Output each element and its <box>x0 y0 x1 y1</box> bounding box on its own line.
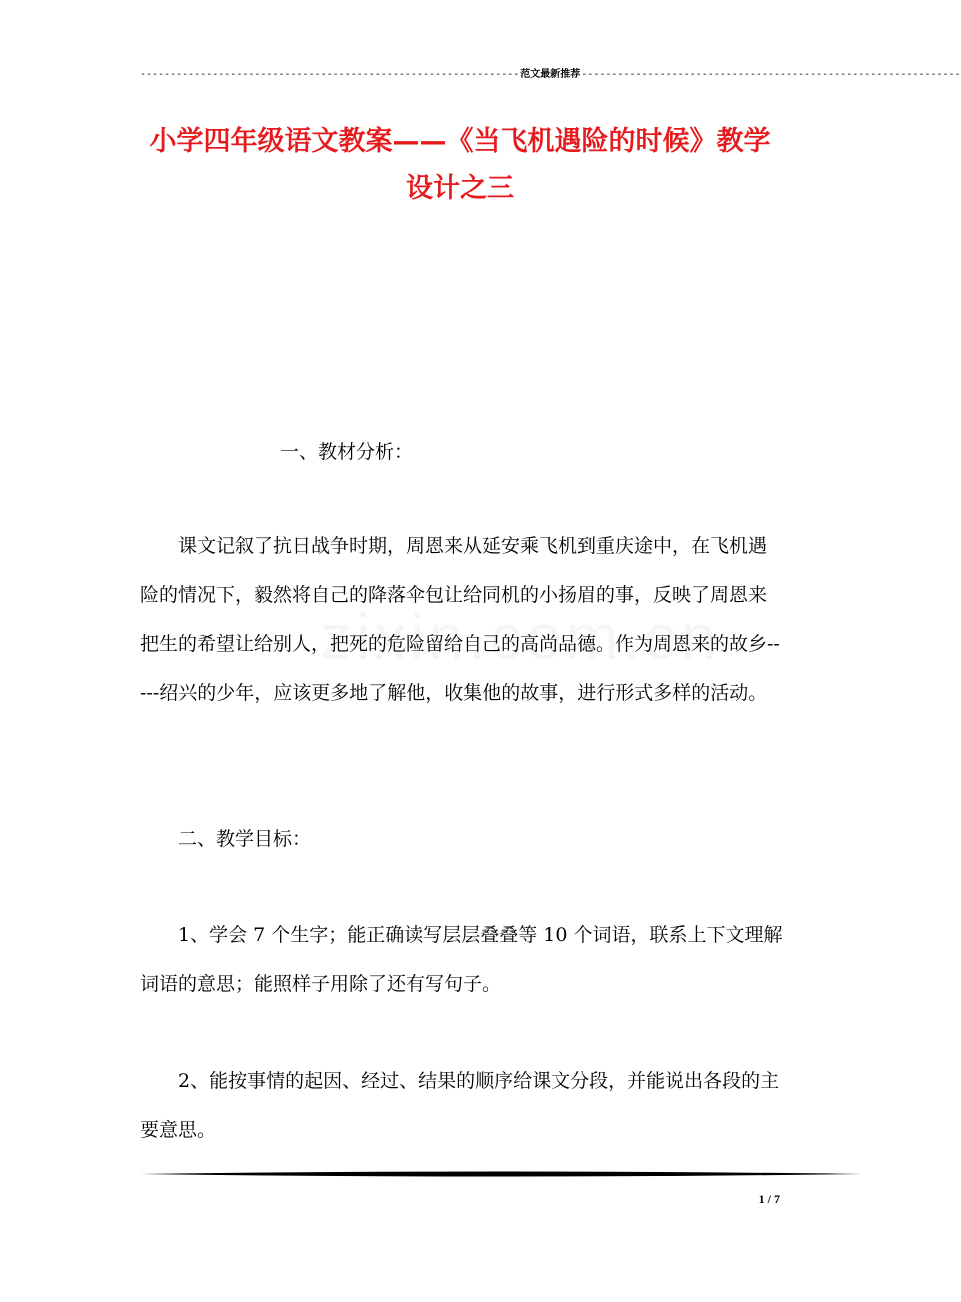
goal-2-block <box>140 1057 785 1155</box>
analysis-paragraph: 课文记叙了抗日战争时期，周恩来从延安乘飞机到重庆途中，在飞机遇险的情况下，毅然将自己的降落伞包让给同机的小扬眉的事，反映了周恩来把生的希望让给别人，把死的危险留给自己的高尚品德。作为周恩来的故乡-----绍兴的少年，应该更多地了解他，收集他的故事，进行形式多样的活动。 <box>140 535 780 704</box>
document-title <box>130 118 790 212</box>
watermark <box>320 600 720 674</box>
header-dashes-right: --------------------------------------------------------------- <box>581 69 961 80</box>
goal-1-block <box>140 911 785 1009</box>
section-heading-analysis: 一、教材分析： <box>280 441 414 463</box>
page-number: 1 / 7 <box>758 1192 780 1206</box>
page-header <box>140 66 961 84</box>
header-label: 范文最新推荐 <box>520 69 581 80</box>
header-dashes-left: --------------------------------------------------------------- <box>140 69 520 80</box>
title-line-2: 设计之三 <box>406 173 514 204</box>
goal-item-2: 2、能按事情的起因、经过、结果的顺序给课文分段，并能说出各段的主要意思。 <box>140 1070 780 1141</box>
section-heading-goals: 二、教学目标： <box>178 828 312 850</box>
goal-item-1: 1、学会 7 个生字；能正确读写层层叠叠等 10 个词语，联系上下文理解词语的意思；能照样子用除了还有写句子。 <box>140 924 783 995</box>
footer-rule <box>140 1170 862 1178</box>
title-line-1: 小学四年级语文教案——《当飞机遇险的时候》教学 <box>149 126 771 157</box>
goals-heading-block <box>140 815 785 864</box>
